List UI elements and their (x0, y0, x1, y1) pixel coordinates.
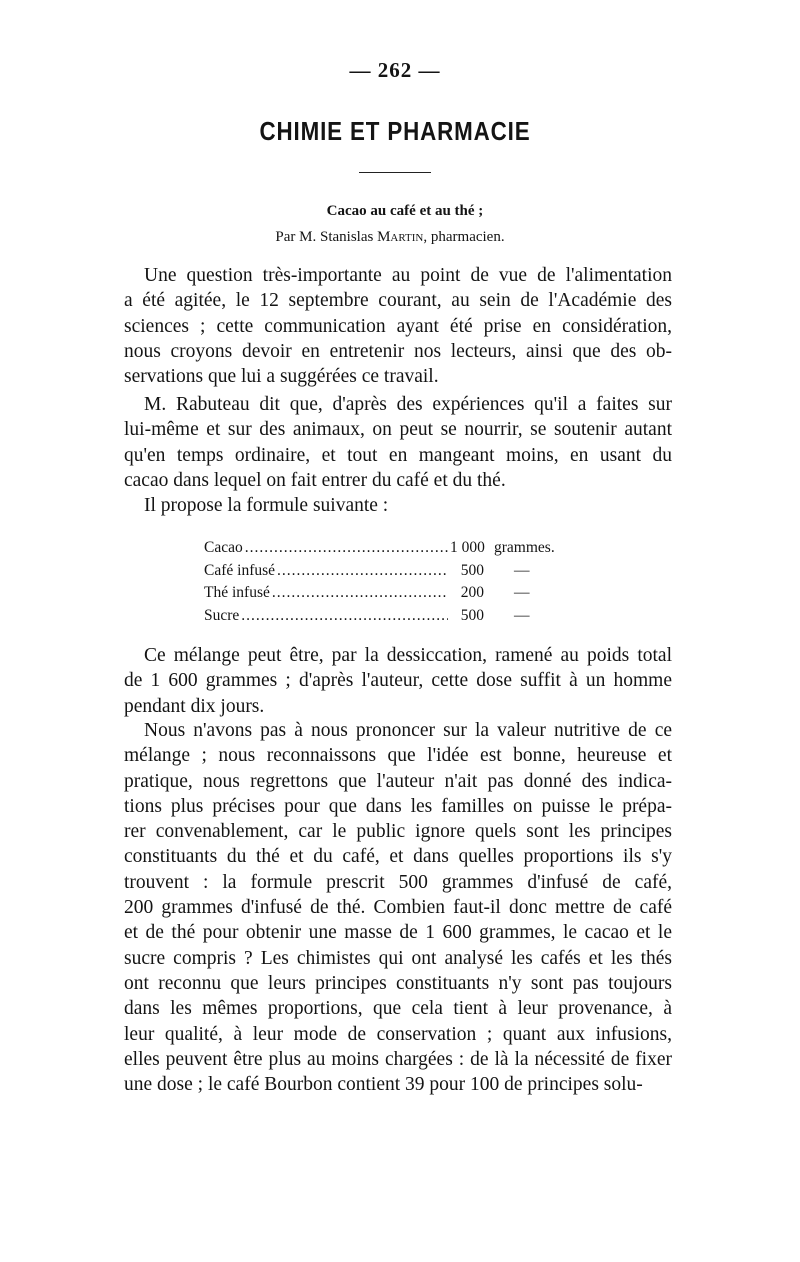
dot-leader (272, 582, 448, 605)
text-line: a été agitée, le 12 septembre courant, au sein de l'Académie des (124, 290, 672, 312)
recipe-ingredient: Café infusé (204, 561, 276, 579)
text-line: de 1 600 grammes ; d'après l'auteur, cette dose suffit à un homme (124, 670, 672, 692)
page-number: — 262 — (349, 58, 441, 82)
text-line: ont reconnu que leurs principes constituants n'y sont pas toujours (124, 972, 672, 994)
text-line: Il propose la formule suivante : (144, 495, 389, 516)
text-line: Nous n'avons pas à nous prononcer sur la valeur nutritive de ce (144, 720, 672, 741)
recipe-row (204, 605, 604, 628)
dot-leader (277, 560, 448, 583)
recipe-quantity: 200 (460, 584, 484, 601)
article-title: Cacao au café et au thé ; (326, 203, 484, 219)
text-line: 200 grammes d'infusé de thé. Combien faut-il donc mettre de café (124, 897, 672, 919)
text-line: elles peuvent être plus au moins chargées : de là la nécessité de fixer (124, 1048, 672, 1070)
text-line: rer convenablement, car le public ignore quels sont les principes (124, 821, 672, 843)
byline-prefix: Par M. Stanislas (275, 229, 374, 245)
paragraph-commentary (124, 718, 672, 1097)
title-divider (359, 172, 431, 173)
recipe-row (204, 537, 604, 560)
text-line: pendant dix jours. (124, 695, 265, 717)
text-line: dans les mêmes proportions, que cela tient à leur provenance, à (124, 998, 672, 1020)
recipe-unit: — (514, 584, 530, 601)
paragraph-dessication (124, 643, 672, 719)
recipe-quantity: 500 (460, 606, 484, 624)
paragraph-introduction (124, 263, 672, 389)
recipe-table (204, 537, 604, 627)
text-line: lui-même et sur des animaux, on peut se nourrir, se soutenir autant (124, 419, 672, 441)
recipe-ingredient: Thé infusé (204, 584, 270, 601)
text-line: et de thé pour obtenir une masse de 1 600 grammes, le cacao et le (124, 922, 672, 944)
recipe-unit: — (514, 606, 530, 624)
recipe-row (204, 582, 604, 605)
text-line: Une question très-importante au point de vue de l'alimentation (144, 265, 672, 286)
text-line: sciences ; cette communication ayant été prise en considération, (124, 315, 672, 337)
recipe-ingredient: Sucre (204, 606, 240, 624)
paragraph-rabuteau (124, 392, 672, 493)
text-line: servations que lui a suggérées ce travail. (124, 366, 439, 388)
text-line: sucre compris ? Les chimistes qui ont analysé les cafés et les thés (124, 947, 672, 969)
text-line: cacao dans lequel on fait entrer du café et du thé. (124, 469, 506, 491)
text-line: mélange ; nous reconnaissons que l'idée est bonne, heureuse et (124, 745, 672, 767)
text-line: constituants du thé et du café, et dans quelles proportions ils s'y (124, 846, 672, 868)
byline-suffix: , pharmacien. (423, 229, 505, 245)
text-line: Ce mélange peut être, par la dessiccation, ramené au poids total (144, 645, 672, 666)
recipe-unit: — (514, 561, 530, 579)
text-line: leur qualité, à leur mode de conservation ; quant aux infusions, (124, 1023, 672, 1045)
paragraph-formula-intro (124, 493, 672, 518)
recipe-ingredient: Cacao (204, 539, 243, 556)
dot-leader (241, 605, 448, 628)
text-line: tions plus précises pour que dans les familles on puisse le prépa- (124, 795, 672, 817)
byline-author-name: Martin (377, 229, 424, 245)
text-line: une dose ; le café Bourbon contient 39 pour 100 de principes solu- (124, 1074, 643, 1096)
text-line: nous croyons devoir en entretenir nos lecteurs, ainsi que des ob- (124, 340, 672, 362)
article-byline (0, 229, 780, 246)
recipe-row (204, 560, 604, 583)
recipe-quantity: 1 000 (450, 539, 485, 556)
recipe-unit: grammes. (494, 539, 555, 556)
text-line: pratique, nous regrettons que l'auteur n'ait pas donné des indica- (124, 770, 672, 792)
text-line: qu'en temps ordinaire, et tout en mangeant moins, en usant du (124, 444, 672, 466)
section-title: CHIMIE ET PHARMACIE (259, 116, 531, 146)
text-line: trouvent : la formule prescrit 500 grammes d'infusé de café, (124, 871, 672, 893)
dot-leader (245, 537, 448, 560)
text-line: M. Rabuteau dit que, d'après des expériences qu'il a faites sur (144, 394, 672, 415)
recipe-quantity: 500 (460, 561, 484, 579)
